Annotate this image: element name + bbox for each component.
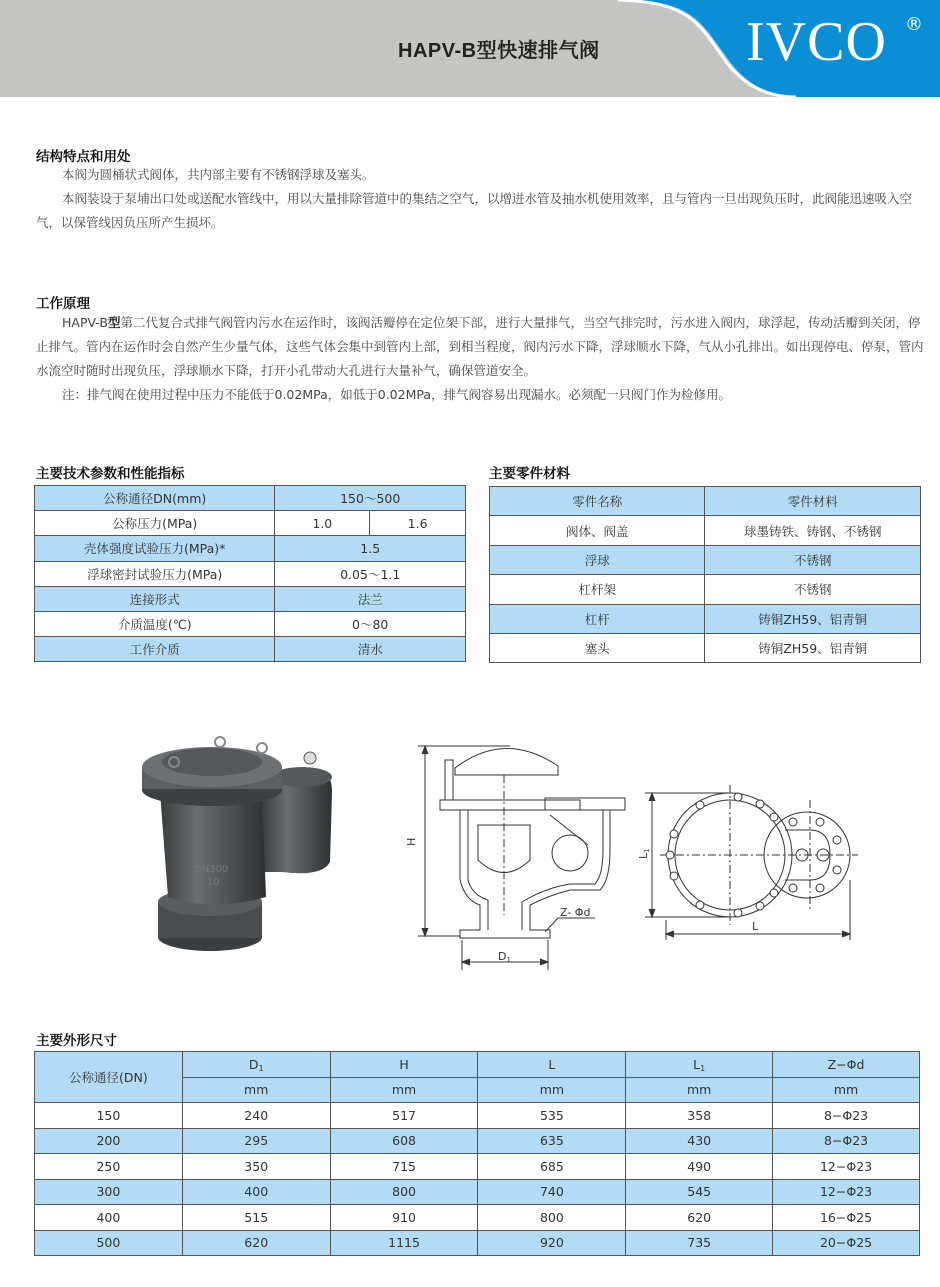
spec-value: 1.6 (370, 511, 466, 536)
dimensions-body (35, 1103, 920, 1256)
spec-value: 法兰 (275, 586, 466, 611)
dimension-cell: 1115 (330, 1230, 478, 1256)
part-material: 球墨铸铁、铸钢、不锈钢 (705, 516, 921, 545)
part-material: 铸铜ZH59、铝青铜 (705, 604, 921, 633)
dn-cell: 250 (35, 1154, 183, 1180)
part-material: 铸铜ZH59、铝青铜 (705, 633, 921, 662)
brand-logo: IVCO (746, 11, 887, 73)
principle-note: 注：排气阀在使用过程中压力不能低于0.02MPa，如低于0.02MPa，排气阀容易出现漏水。必须配一只阀门作为检修用。 (62, 387, 732, 402)
spec-label: 工作介质 (35, 637, 275, 662)
column-header: 零件名称 (490, 487, 705, 516)
part-name: 塞头 (490, 633, 705, 662)
column-header: H (330, 1052, 478, 1078)
dimension-cell: 800 (478, 1205, 626, 1231)
table-row (35, 637, 466, 662)
header-banner (0, 0, 940, 97)
column-header: L (478, 1052, 626, 1078)
table-row (35, 511, 466, 536)
part-name: 杠杆 (490, 604, 705, 633)
table-row (490, 516, 921, 545)
spec-value: 0.05～1.1 (275, 561, 466, 586)
structure-paragraph: 本阀为圆桶状式阀体，共内部主要有不锈钢浮球及塞头。 (62, 167, 375, 182)
dimension-cell: 620 (182, 1230, 330, 1256)
dimension-cell: 12−Φ23 (773, 1179, 920, 1205)
table-row (35, 486, 466, 511)
spec-label: 浮球密封试验压力(MPa) (35, 561, 275, 586)
table-row (35, 1103, 920, 1129)
materials-heading: 主要零件材料 (489, 466, 570, 482)
dimension-cell: 635 (478, 1128, 626, 1154)
dimension-cell: 515 (182, 1205, 330, 1231)
registered-mark: ® (905, 14, 923, 35)
spec-value: 1.0 (275, 511, 370, 536)
dimension-cell: 240 (182, 1103, 330, 1129)
column-header: 零件材料 (705, 487, 921, 516)
dimensions-heading: 主要外形尺寸 (36, 1033, 117, 1049)
dimension-cell: 490 (626, 1154, 773, 1180)
spec-value: 150～500 (275, 486, 466, 511)
dimension-cell: 920 (478, 1230, 626, 1256)
table-row (35, 536, 466, 561)
part-name: 浮球 (490, 545, 705, 574)
dim-label-Zd: Z- Φd (560, 906, 591, 919)
table-row (490, 633, 921, 662)
table-row (35, 1128, 920, 1154)
dimension-cell: 350 (182, 1154, 330, 1180)
table-row (35, 1230, 920, 1256)
dimension-cell: 430 (626, 1128, 773, 1154)
valve-photo (132, 722, 357, 980)
table-header-row (490, 487, 921, 516)
specs-table (34, 485, 466, 662)
part-name: 杠杆架 (490, 575, 705, 604)
unit-cell: mm (626, 1077, 773, 1103)
dimension-cell: 910 (330, 1205, 478, 1231)
dimension-cell: 358 (626, 1103, 773, 1129)
table-row (35, 561, 466, 586)
dimension-cell: 685 (478, 1154, 626, 1180)
spec-label: 连接形式 (35, 586, 275, 611)
dimension-cell: 535 (478, 1103, 626, 1129)
unit-cell: mm (182, 1077, 330, 1103)
column-header: 公称通径(DN) (35, 1052, 183, 1103)
dimension-cell: 20−Φ25 (773, 1230, 920, 1256)
spec-label: 公称压力(MPa) (35, 511, 275, 536)
valve-plan-drawing (630, 750, 860, 950)
table-row (490, 545, 921, 574)
spec-label: 公称通径DN(mm) (35, 486, 275, 511)
spec-label: 壳体强度试验压力(MPa)* (35, 536, 275, 561)
dn-cell: 400 (35, 1205, 183, 1231)
dim-label-L1: L1 (637, 848, 651, 859)
dimension-cell: 620 (626, 1205, 773, 1231)
dimension-cell: 740 (478, 1179, 626, 1205)
part-name: 阀体、阀盖 (490, 516, 705, 545)
spec-value: 清水 (275, 637, 466, 662)
table-row (35, 1205, 920, 1231)
dimension-cell: 715 (330, 1154, 478, 1180)
product-title: HAPV-B型快速排气阀 (398, 40, 600, 62)
dimension-cell: 517 (330, 1103, 478, 1129)
principle-heading: 工作原理 (36, 296, 90, 312)
dimension-cell: 16−Φ25 (773, 1205, 920, 1231)
dn-cell: 500 (35, 1230, 183, 1256)
table-row (35, 1154, 920, 1180)
part-material: 不锈钢 (705, 545, 921, 574)
structure-text (36, 163, 924, 235)
unit-cell: mm (330, 1077, 478, 1103)
column-header: $L_1$ (626, 1052, 773, 1078)
dimension-cell: 608 (330, 1128, 478, 1154)
structure-paragraph: 本阀装设于泵埔出口处或送配水管线中，用以大量排除管道中的集结之空气，以增进水管及抽水机使用效率，且与管内一旦出现负压时，此阀能迅速吸入空气，以保管线因负压所产生损坏。 (36, 191, 913, 230)
casting-text: 10 (207, 877, 220, 888)
principle-paragraph: HAPV-B型第二代复合式排气阀管内污水在运作时，该阀活瓣停在定位架下部，进行大量排气，当空气排完时，污水进入阀内，球浮起，传动活瓣到关闭，停止排气。管内在运作时会自然产生少量气体，这些气体会集中到管内上部，到相当程度，阀内污水下降，浮球顺水下降，气从小孔排出。如出现停电、停泵，管内水流空时随时出现负压，浮球顺水下降，打开小孔带动大孔进行大量补气，确保管道安全。 (36, 315, 924, 378)
dim-label-H: H (405, 837, 418, 846)
casting-text: DN300 (194, 864, 229, 875)
dn-cell: 150 (35, 1103, 183, 1129)
spec-value: 0～80 (275, 611, 466, 636)
table-row (35, 1179, 920, 1205)
dimension-cell: 295 (182, 1128, 330, 1154)
table-row (490, 604, 921, 633)
principle-text (36, 311, 924, 407)
spec-label: 介质温度(℃) (35, 611, 275, 636)
specs-heading: 主要技术参数和性能指标 (36, 466, 185, 482)
dimension-cell: 400 (182, 1179, 330, 1205)
dimension-cell: 545 (626, 1179, 773, 1205)
dimension-cell: 735 (626, 1230, 773, 1256)
table-header-row (35, 1052, 920, 1078)
structure-heading: 结构特点和用处 (36, 149, 131, 165)
unit-cell: mm (478, 1077, 626, 1103)
table-row (35, 586, 466, 611)
spec-value: 1.5 (275, 536, 466, 561)
dimension-cell: 8−Φ23 (773, 1103, 920, 1129)
table-row (35, 611, 466, 636)
dimensions-table (34, 1051, 920, 1256)
valve-section-drawing (400, 730, 640, 980)
dimension-cell: 800 (330, 1179, 478, 1205)
table-row (490, 575, 921, 604)
column-header: Z−Φd (773, 1052, 920, 1078)
dn-cell: 200 (35, 1128, 183, 1154)
part-material: 不锈钢 (705, 575, 921, 604)
dn-cell: 300 (35, 1179, 183, 1205)
dim-label-D1: D1 (498, 950, 511, 964)
dim-label-L: L (752, 920, 759, 933)
unit-cell: mm (773, 1077, 920, 1103)
column-header: $D_1$ (182, 1052, 330, 1078)
dimension-cell: 12−Φ23 (773, 1154, 920, 1180)
materials-table (489, 486, 921, 663)
dimension-cell: 8−Φ23 (773, 1128, 920, 1154)
